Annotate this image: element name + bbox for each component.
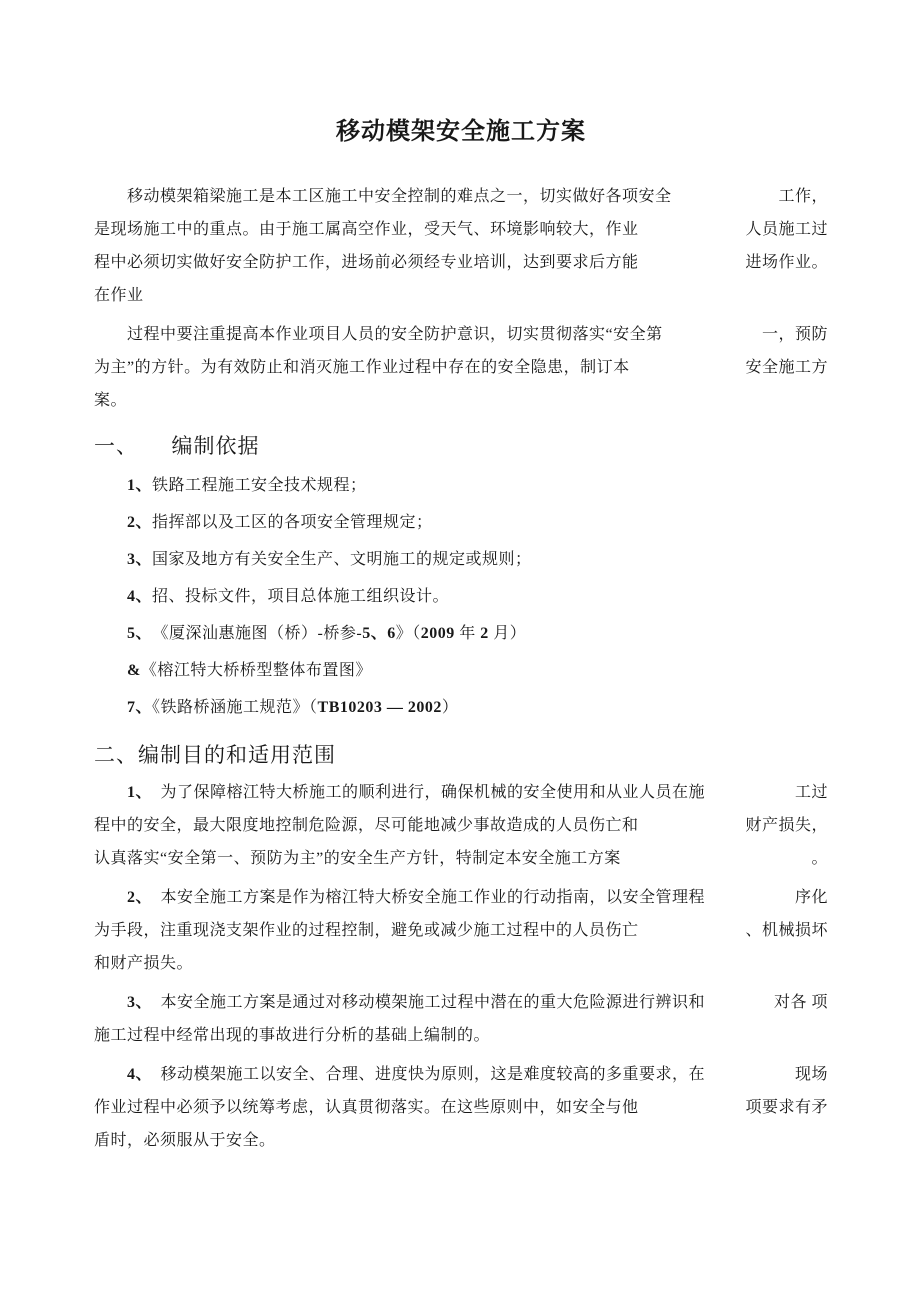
- line-left: [94, 1019, 490, 1052]
- text-segment: 序化: [794, 889, 828, 906]
- text-segment: 安全施工方: [745, 359, 828, 376]
- text-line: [94, 318, 828, 351]
- text-segment: 指挥部以及工区的各项安全管理规定；: [152, 514, 433, 531]
- line-left: [94, 384, 127, 417]
- text-segment: 3、: [127, 994, 145, 1011]
- line-right: [745, 351, 828, 384]
- text-segment: [94, 662, 127, 679]
- line-left: [94, 351, 630, 384]
- text-segment: ）: [441, 699, 459, 716]
- text-line: [94, 1124, 828, 1157]
- text-segment: [94, 1066, 127, 1083]
- section-1-heading: 一、 编制依据: [94, 434, 260, 458]
- text-segment: [94, 699, 127, 716]
- text-line: [94, 351, 828, 384]
- text-segment: 一，预防: [761, 326, 828, 343]
- line-left: [94, 986, 705, 1019]
- line-right: [745, 914, 828, 947]
- line-left: [94, 279, 144, 312]
- text-segment: 4、: [127, 1066, 145, 1083]
- text-segment: 人员施工过: [745, 221, 828, 238]
- text-segment: 是现场施工中的重点。由于施工属高空作业，受天气、环境影响较大，作业: [94, 221, 639, 238]
- line-left: [94, 689, 458, 726]
- text-segment: 2、: [127, 889, 145, 906]
- text-segment: 盾时，必须服从于安全。: [94, 1132, 276, 1149]
- text-segment: 国家及地方有关安全生产、文明施工的规定或规则；: [152, 551, 532, 568]
- line-left: [94, 541, 532, 578]
- text-segment: 《铁路桥涵施工规范》（: [152, 699, 318, 716]
- text-segment: 本安全施工方案是通过对移动模架施工过程中潜在的重大危险源进行辨识和: [144, 994, 706, 1011]
- purpose-paragraph-4: [94, 1058, 828, 1157]
- reference-item-4: [94, 578, 828, 615]
- text-segment: 5、6: [362, 625, 396, 642]
- text-segment: [94, 551, 127, 568]
- text-segment: 2009: [420, 625, 455, 642]
- text-line: [94, 246, 828, 279]
- text-segment: 和财产损失。: [94, 955, 194, 972]
- text-segment: 4、: [127, 588, 153, 605]
- text-segment: [94, 994, 127, 1011]
- text-segment: 本安全施工方案是作为榕江特大桥安全施工作业的行动指南，以安全管理程: [144, 889, 706, 906]
- text-segment: [94, 625, 127, 642]
- line-left: [94, 1091, 639, 1124]
- document-title: 移动模架安全施工方案: [336, 119, 586, 145]
- line-left: [94, 318, 663, 351]
- text-line: [94, 180, 828, 213]
- text-line: [94, 384, 828, 417]
- text-line: [94, 578, 828, 615]
- reference-item-and: [94, 652, 828, 689]
- text-segment: 财产损失，: [745, 817, 828, 834]
- intro-paragraph-2: [94, 318, 828, 417]
- purpose-paragraph-2: [94, 881, 828, 980]
- reference-item-5: [94, 615, 828, 652]
- text-segment: 案。: [94, 392, 128, 409]
- text-segment: 程中的安全，最大限度地控制危险源，尽可能地减少事故造成的人员伤亡和: [94, 817, 639, 834]
- line-right: [795, 1058, 828, 1091]
- line-right: [795, 776, 828, 809]
- text-line: [94, 947, 828, 980]
- text-line: [94, 776, 828, 809]
- text-line: [94, 986, 828, 1019]
- text-segment: 《榕江特大桥桥型整体布置图》: [140, 662, 372, 679]
- line-left: [94, 213, 639, 246]
- text-segment: 2、: [127, 514, 153, 531]
- text-line: [94, 842, 828, 875]
- text-segment: 移动模架箱梁施工是本工区施工中安全控制的难点之一，切实做好各项安全: [94, 188, 672, 205]
- section-2-heading: 二、编制目的和适用范围: [94, 743, 336, 767]
- text-line: [94, 1091, 828, 1124]
- text-segment: 过程中要注重提高本作业项目人员的安全防护意识，切实贯彻落实“安全第: [94, 326, 663, 343]
- text-line: [94, 881, 828, 914]
- text-segment: [94, 477, 127, 494]
- text-segment: 7、: [127, 699, 153, 716]
- line-right: [762, 318, 828, 351]
- text-segment: 2: [480, 625, 489, 642]
- text-segment: 为主”的方针。为有效防止和消灭施工作业过程中存在的安全隐患，制订本: [94, 359, 630, 376]
- line-left: [94, 914, 639, 947]
- line-right: [745, 809, 828, 842]
- reference-item-1: [94, 467, 828, 504]
- text-line: [94, 1058, 828, 1091]
- text-segment: 施工过程中经常出现的事故进行分析的基础上编制的。: [94, 1027, 491, 1044]
- text-segment: TB10203 — 2002: [317, 699, 442, 716]
- document-body: [94, 180, 828, 1157]
- text-line: [94, 467, 828, 504]
- line-left: [94, 881, 705, 914]
- reference-item-7: [94, 689, 828, 726]
- line-left: [94, 615, 526, 652]
- text-line: [94, 1019, 828, 1052]
- text-segment: 进场作业。: [745, 254, 828, 271]
- text-line: [94, 213, 828, 246]
- text-segment: 程中必须切实做好安全防护工作，进场前必须经专业培训，达到要求后方能: [94, 254, 639, 271]
- line-left: [94, 504, 433, 541]
- line-left: [94, 947, 193, 980]
- text-segment: [94, 784, 127, 801]
- intro-paragraph-1: [94, 180, 828, 312]
- text-segment: 为手段，注重现浇支架作业的过程控制，避免或减少施工过程中的人员伤亡: [94, 922, 639, 939]
- line-right: [774, 986, 828, 1019]
- text-line: [94, 809, 828, 842]
- purpose-paragraph-1: [94, 776, 828, 875]
- text-segment: 年: [454, 625, 481, 642]
- text-segment: 招、投标文件，项目总体施工组织设计。: [152, 588, 450, 605]
- line-right: [745, 246, 828, 279]
- line-left: [94, 776, 705, 809]
- text-segment: 工过: [794, 784, 828, 801]
- text-segment: [94, 514, 127, 531]
- text-line: [94, 689, 828, 726]
- line-right: [745, 213, 828, 246]
- text-line: [94, 279, 828, 312]
- line-left: [94, 809, 639, 842]
- text-segment: &: [127, 662, 141, 679]
- text-line: [94, 615, 828, 652]
- text-line: [94, 914, 828, 947]
- text-segment: 认真落实“安全第一、预防为主”的安全生产方针，特制定本安全施工方案: [94, 850, 621, 867]
- line-left: [94, 246, 639, 279]
- text-line: [94, 652, 828, 689]
- text-segment: 、机械损坏: [745, 922, 828, 939]
- line-left: [94, 1124, 276, 1157]
- purpose-paragraph-3: [94, 986, 828, 1052]
- text-segment: 移动模架施工以安全、合理、进度快为原则，这是难度较高的多重要求，在: [144, 1066, 706, 1083]
- text-segment: 对各 项: [773, 994, 828, 1011]
- text-line: [94, 504, 828, 541]
- line-left: [94, 467, 367, 504]
- line-left: [94, 842, 621, 875]
- text-segment: [94, 588, 127, 605]
- text-line: [94, 541, 828, 578]
- reference-item-3: [94, 541, 828, 578]
- line-left: [94, 578, 449, 615]
- text-segment: 1、: [127, 477, 153, 494]
- text-segment: 。: [811, 850, 828, 867]
- line-right: [745, 1091, 828, 1124]
- text-segment: 铁路工程施工安全技术规程；: [152, 477, 367, 494]
- text-segment: 3、: [127, 551, 153, 568]
- line-left: [94, 180, 672, 213]
- text-segment: 为了保障榕江特大桥施工的顺利进行，确保机械的安全使用和从业人员在施: [144, 784, 706, 801]
- text-segment: [94, 889, 127, 906]
- text-segment: 作业过程中必须予以统筹考虑，认真贯彻落实。在这些原则中，如安全与他: [94, 1099, 639, 1116]
- text-segment: 现场: [794, 1066, 828, 1083]
- line-right: [811, 842, 828, 875]
- text-segment: 1、: [127, 784, 145, 801]
- line-left: [94, 1058, 705, 1091]
- line-left: [94, 652, 372, 689]
- text-segment: 月）: [488, 625, 527, 642]
- text-segment: 在作业: [94, 287, 144, 304]
- text-segment: 项要求有矛: [745, 1099, 828, 1116]
- line-right: [795, 881, 828, 914]
- text-segment: 《厦深汕惠施图（桥）-桥参-: [144, 625, 363, 642]
- text-segment: 工作，: [778, 188, 828, 205]
- reference-item-2: [94, 504, 828, 541]
- text-segment: 》（: [395, 625, 421, 642]
- text-segment: 5、: [127, 625, 145, 642]
- line-right: [778, 180, 828, 213]
